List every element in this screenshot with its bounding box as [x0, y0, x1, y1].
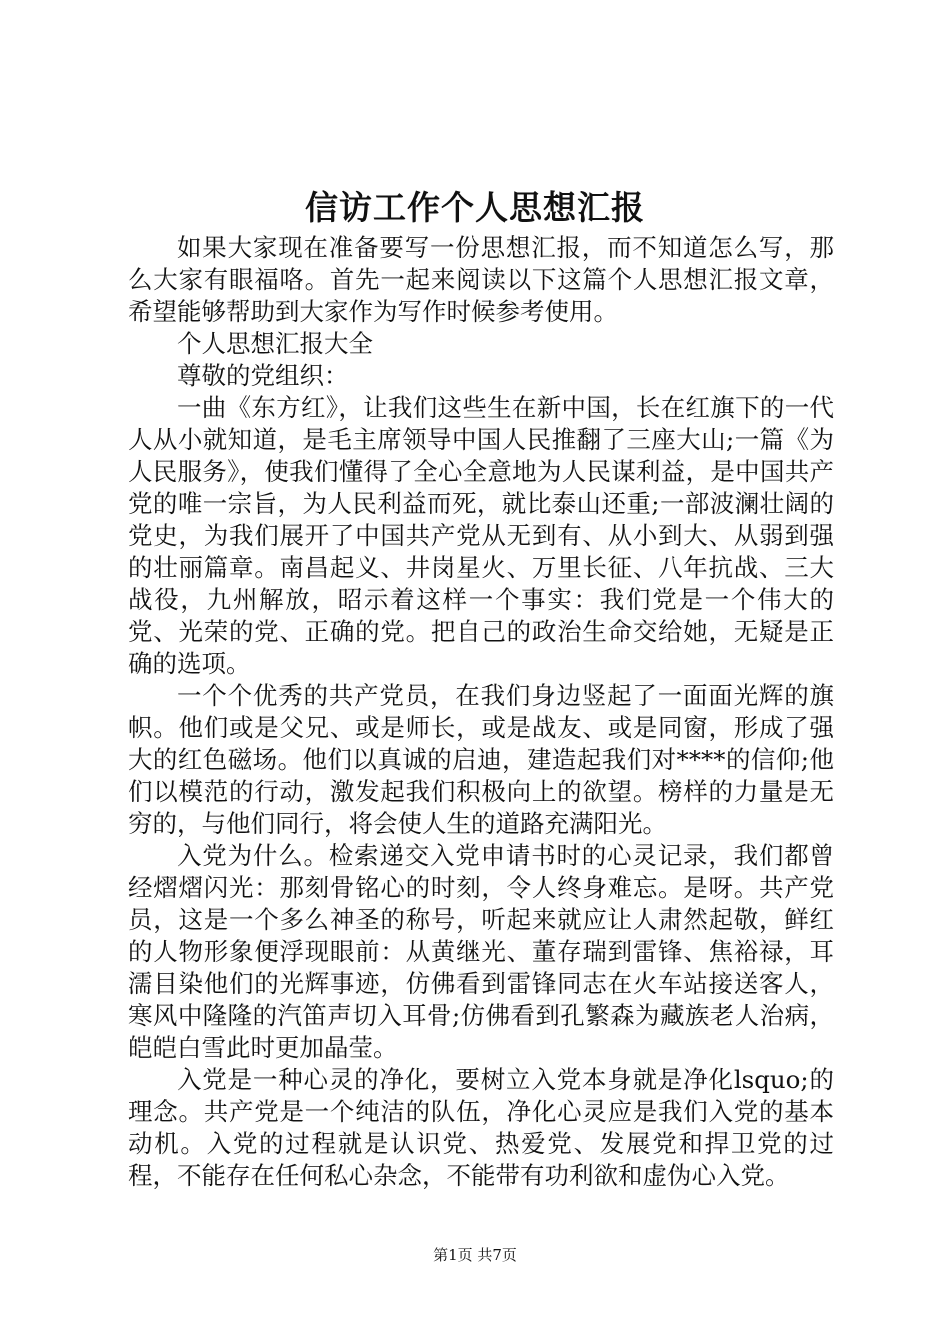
- paragraph-salutation: 尊敬的党组织：: [177, 361, 349, 390]
- page-number-footer: 第1页 共7页: [433, 1246, 517, 1264]
- paragraph-body-2: 一个个优秀的共产党员，在我们身边竖起了一面面光辉的旗帜。他们或是父兄、或是师长，或是战友、或是同窗，形成了强大的红色磁场。他们以真诚的启迪，建造起我们对****的信仰;他们以模范的行动，激发起我们积极向上的欲望。榜样的力量是无穷的，与他们同行，将会使人生的道路充满阳光。: [128, 681, 834, 838]
- paragraph-intro: 如果大家现在准备要写一份思想汇报，而不知道怎么写，那么大家有眼福咯。首先一起来阅读以下这篇个人思想汇报文章，希望能够帮助到大家作为写作时候参考使用。: [128, 233, 834, 326]
- document-title: 信访工作个人思想汇报: [305, 188, 645, 227]
- document-body: [128, 232, 834, 1192]
- paragraph-body-1: 一曲《东方红》，让我们这些生在新中国，长在红旗下的一代人从小就知道，是毛主席领导中国人民推翻了三座大山;一篇《为人民服务》，使我们懂得了全心全意地为人民谋利益，是中国共产党的唯一宗旨，为人民利益而死，就比泰山还重;一部波澜壮阔的党史，为我们展开了中国共产党从无到有、从小到大、从弱到强的壮丽篇章。南昌起义、井岗星火、万里长征、八年抗战、三大战役，九州解放，昭示着这样一个事实：我们党是一个伟大的党、光荣的党、正确的党。把自己的政治生命交给她，无疑是正确的选项。: [128, 393, 834, 678]
- paragraph-body-4: 入党是一种心灵的净化，要树立入党本身就是净化lsquo;的理念。共产党是一个纯洁的队伍，净化心灵应是我们入党的基本动机。入党的过程就是认识党、热爱党、发展党和捍卫党的过程，不能存在任何私心杂念，不能带有功利欲和虚伪心入党。: [128, 1065, 834, 1190]
- paragraph-heading: 个人思想汇报大全: [177, 329, 373, 358]
- paragraph-body-3: 入党为什么。检索递交入党申请书时的心灵记录，我们都曾经熠熠闪光：那刻骨铭心的时刻，令人终身难忘。是呀。共产党员，这是一个多么神圣的称号，听起来就应让人肃然起敬，鲜红的人物形象便浮现眼前：从黄继光、董存瑞到雷锋、焦裕禄，耳濡目染他们的光辉事迹，仿佛看到雷锋同志在火车站接送客人，寒风中隆隆的汽笛声切入耳骨;仿佛看到孔繁森为藏族老人治病，皑皑白雪此时更加晶莹。: [128, 841, 834, 1062]
